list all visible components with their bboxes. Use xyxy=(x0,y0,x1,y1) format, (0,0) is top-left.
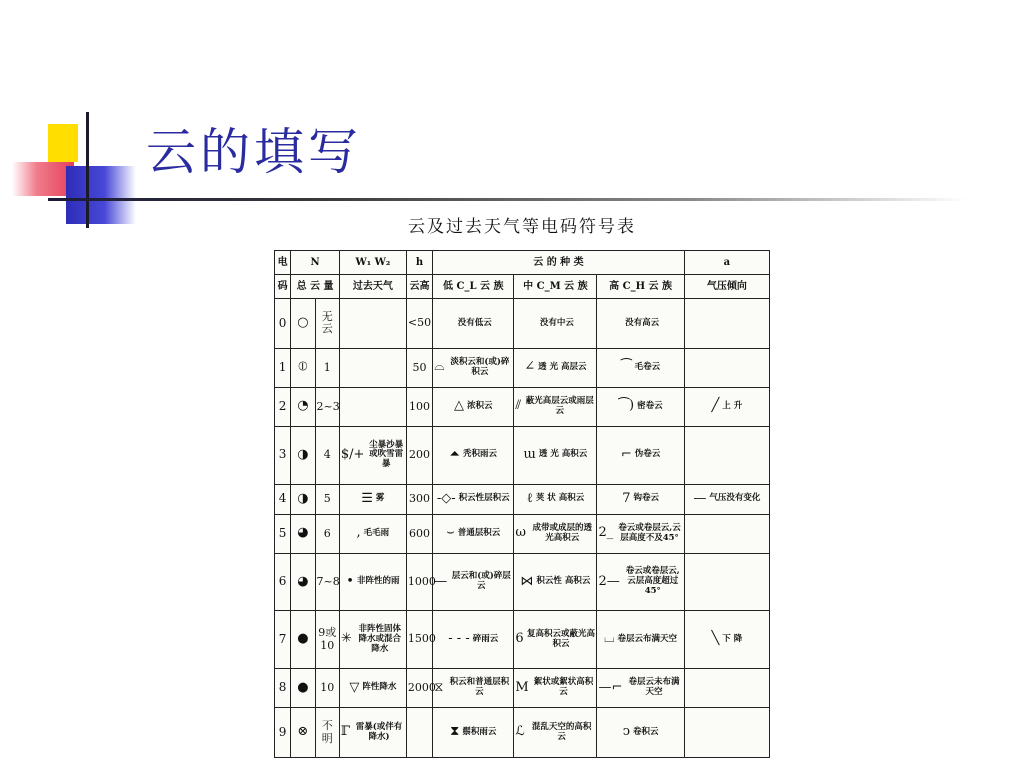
header-code-top: 电 xyxy=(275,251,291,275)
past-weather-symbol: ✳ xyxy=(340,631,352,647)
cloud-cover-symbol: ● xyxy=(291,669,315,708)
cloud-cover-symbol: ◕ xyxy=(291,553,315,611)
row-code: 7 xyxy=(275,611,291,669)
past-weather-symbol: ▽ xyxy=(349,679,360,695)
past-weather-text: 雾 xyxy=(375,493,385,504)
row-code: 1 xyxy=(275,348,291,387)
high-cloud-symbol: 7 xyxy=(622,490,631,506)
mid-cloud-text: 蔽光高层云或雨层云 xyxy=(525,396,594,416)
high-cloud-cell xyxy=(597,553,684,611)
pressure-tendency-text: 上 升 xyxy=(722,401,743,412)
pressure-tendency-cell xyxy=(684,553,769,611)
cloud-height: 600 xyxy=(406,514,432,553)
low-cloud-text: 碎雨云 xyxy=(472,633,499,644)
mid-cloud-content xyxy=(515,360,595,375)
high-cloud-cell xyxy=(597,348,684,387)
mid-cloud-content xyxy=(515,319,595,329)
mid-cloud-content xyxy=(515,492,595,507)
low-cloud-symbol: ⌣ xyxy=(446,525,455,541)
low-cloud-symbol: — xyxy=(434,573,448,589)
cloud-cover-value: 10 xyxy=(315,669,339,708)
low-cloud-symbol: ⌓ xyxy=(434,359,445,375)
high-cloud-symbol: ⁀) xyxy=(618,398,635,414)
past-weather-cell xyxy=(339,611,406,669)
row-code: 5 xyxy=(275,514,291,553)
cloud-cover-value: 4 xyxy=(315,426,339,484)
pressure-tendency-symbol: ╱ xyxy=(711,398,720,414)
table-row xyxy=(275,348,770,387)
high-cloud-text: 卷积云 xyxy=(632,726,659,737)
high-cloud-cell xyxy=(597,426,684,484)
past-weather-cell xyxy=(339,514,406,553)
header-w-top: W₁ W₂ xyxy=(339,251,406,275)
high-cloud-cell xyxy=(597,387,684,426)
mid-cloud-content xyxy=(515,524,595,544)
low-cloud-text: 普通层积云 xyxy=(457,527,501,538)
low-cloud-cell xyxy=(433,611,514,669)
low-cloud-text: 积云性层积云 xyxy=(458,493,510,504)
cloud-cover-symbol: ◑ xyxy=(291,426,315,484)
low-cloud-symbol: △ xyxy=(454,398,464,414)
pressure-tendency-content xyxy=(686,399,768,414)
pressure-tendency-cell xyxy=(684,299,769,349)
row-code: 4 xyxy=(275,484,291,514)
high-cloud-cell xyxy=(597,669,684,708)
table-row xyxy=(275,553,770,611)
low-cloud-symbol: -◇- xyxy=(436,490,456,506)
header-cm: 中 C_M 云 族 xyxy=(514,275,597,299)
high-cloud-content xyxy=(598,360,682,375)
header-n-top: N xyxy=(291,251,340,275)
cloud-cover-value: 无云 xyxy=(315,299,339,349)
past-weather-symbol: , xyxy=(356,525,361,541)
row-code: 8 xyxy=(275,669,291,708)
cloud-cover-symbol: ○ xyxy=(291,299,315,349)
past-weather-content xyxy=(341,681,405,696)
header-h-top: h xyxy=(406,251,432,275)
high-cloud-symbol: ⁀ xyxy=(621,359,632,375)
high-cloud-content xyxy=(598,319,682,329)
decor-horizontal-line xyxy=(48,198,968,201)
low-cloud-cell xyxy=(433,426,514,484)
low-cloud-cell xyxy=(433,348,514,387)
high-cloud-cell xyxy=(597,611,684,669)
mid-cloud-cell xyxy=(514,553,597,611)
low-cloud-content xyxy=(434,632,512,647)
decor-red-bar xyxy=(12,162,74,196)
header-cloud-group: 云 的 种 类 xyxy=(433,251,685,275)
table-row xyxy=(275,669,770,708)
cloud-height: 300 xyxy=(406,484,432,514)
high-cloud-content xyxy=(598,448,682,463)
cloud-cover-symbol: ⦶ xyxy=(291,348,315,387)
past-weather-content xyxy=(341,492,405,507)
mid-cloud-cell xyxy=(514,611,597,669)
past-weather-content xyxy=(341,723,405,743)
header-a-bottom: 气压倾向 xyxy=(684,275,769,299)
mid-cloud-text: 成带或成层的透光高积云 xyxy=(532,523,592,543)
past-weather-text: 尘暴沙暴或吹雪雷暴 xyxy=(369,439,404,470)
high-cloud-text: 卷层云未布满天空 xyxy=(628,677,680,697)
high-cloud-symbol: 2_ xyxy=(598,525,614,541)
low-cloud-cell xyxy=(433,708,514,758)
high-cloud-content xyxy=(598,632,682,647)
pressure-tendency-cell xyxy=(684,611,769,669)
past-weather-symbol: • xyxy=(346,573,354,589)
cloud-cover-value: 7~8 xyxy=(315,553,339,611)
mid-cloud-cell xyxy=(514,426,597,484)
cloud-cover-value: 9或10 xyxy=(315,611,339,669)
high-cloud-cell xyxy=(597,708,684,758)
slide-title: 云的填写 xyxy=(146,123,362,181)
decor-vertical-line xyxy=(86,112,89,228)
mid-cloud-symbol: M xyxy=(515,679,529,695)
code-symbol-table xyxy=(274,250,770,758)
pressure-tendency-cell xyxy=(684,426,769,484)
cloud-cover-value: 6 xyxy=(315,514,339,553)
mid-cloud-symbol: ℓ xyxy=(526,490,533,506)
mid-cloud-text: 没有中云 xyxy=(539,317,574,328)
mid-cloud-symbol: ⫽ xyxy=(515,398,522,414)
high-cloud-text: 钩卷云 xyxy=(633,493,659,504)
table-row xyxy=(275,514,770,553)
high-cloud-content xyxy=(598,524,682,544)
past-weather-text: 非阵性的雨 xyxy=(356,576,400,587)
cloud-cover-value: 不明 xyxy=(315,708,339,758)
cloud-height: 1500 xyxy=(406,611,432,669)
mid-cloud-content xyxy=(515,630,595,650)
mid-cloud-cell xyxy=(514,484,597,514)
mid-cloud-text: 积云性 高积云 xyxy=(536,576,591,587)
cloud-cover-symbol: ◑ xyxy=(291,484,315,514)
figure-caption: 云及过去天气等电码符号表 xyxy=(408,217,636,237)
low-cloud-text: 积云和普通层积云 xyxy=(449,677,510,697)
mid-cloud-text: 透 光 高层云 xyxy=(538,362,587,373)
row-code: 3 xyxy=(275,426,291,484)
cloud-height: <50 xyxy=(406,299,432,349)
mid-cloud-content xyxy=(515,397,595,417)
pressure-tendency-content xyxy=(686,492,768,507)
high-cloud-cell xyxy=(597,484,684,514)
high-cloud-content xyxy=(598,492,682,507)
high-cloud-symbol: —⌐ xyxy=(598,679,623,695)
low-cloud-cell xyxy=(433,514,514,553)
high-cloud-text: 卷云或卷层云,云层高度超过45° xyxy=(625,566,680,597)
past-weather-content xyxy=(341,441,405,470)
mid-cloud-text: 复高积云或蔽光高积云 xyxy=(527,628,596,649)
low-cloud-text: 浓积云 xyxy=(467,401,493,412)
mid-cloud-symbol: 6 xyxy=(515,631,524,647)
row-code: 6 xyxy=(275,553,291,611)
cloud-height: 100 xyxy=(406,387,432,426)
high-cloud-symbol: ⌴ xyxy=(604,631,615,647)
pressure-tendency-text: 下 降 xyxy=(722,633,743,644)
pressure-tendency-content xyxy=(686,632,768,647)
low-cloud-content xyxy=(434,448,512,463)
past-weather-text: 雷暴(或伴有降水) xyxy=(355,721,403,742)
pressure-tendency-cell xyxy=(684,348,769,387)
past-weather-content xyxy=(341,526,405,541)
low-cloud-text: 淡积云和(或)碎积云 xyxy=(450,357,510,377)
high-cloud-text: 毛卷云 xyxy=(634,362,661,373)
header-w-bottom: 过去天气 xyxy=(339,275,406,299)
past-weather-symbol: $/+ xyxy=(340,446,365,462)
header-n-bottom: 总 云 量 xyxy=(291,275,340,299)
table-row xyxy=(275,299,770,349)
pressure-tendency-cell xyxy=(684,708,769,758)
mid-cloud-cell xyxy=(514,514,597,553)
low-cloud-text: 层云和(或)碎层云 xyxy=(451,571,511,592)
high-cloud-text: 卷云或卷层云,云层高度不及45° xyxy=(618,523,681,543)
high-cloud-symbol: ↄ xyxy=(622,724,630,740)
low-cloud-symbol: ⧖ xyxy=(434,679,444,695)
low-cloud-symbol: ⏶ xyxy=(449,446,460,462)
past-weather-content xyxy=(341,625,405,654)
table-row xyxy=(275,708,770,758)
cloud-height: 1000 xyxy=(406,553,432,611)
low-cloud-text: 秃积雨云 xyxy=(462,449,497,460)
mid-cloud-text: 透 光 高积云 xyxy=(538,449,588,460)
low-cloud-symbol: ⧗ xyxy=(450,724,460,740)
high-cloud-text: 没有高云 xyxy=(625,317,660,328)
past-weather-symbol: ☰ xyxy=(361,490,373,506)
pressure-tendency-symbol: ╲ xyxy=(711,631,720,647)
cloud-height: 2000 xyxy=(406,669,432,708)
low-cloud-content xyxy=(434,526,512,541)
high-cloud-content xyxy=(598,678,682,698)
row-code: 9 xyxy=(275,708,291,758)
mid-cloud-text: 混乱天空的高积云 xyxy=(531,721,592,742)
low-cloud-text: 鬃积雨云 xyxy=(462,726,497,737)
row-code: 0 xyxy=(275,299,291,349)
row-code: 2 xyxy=(275,387,291,426)
high-cloud-text: 伪卷云 xyxy=(634,449,661,460)
low-cloud-cell xyxy=(433,299,514,349)
mid-cloud-content xyxy=(515,678,595,698)
mid-cloud-cell xyxy=(514,299,597,349)
high-cloud-symbol: ⌐ xyxy=(620,446,632,462)
past-weather-cell xyxy=(339,426,406,484)
past-weather-cell xyxy=(339,299,406,349)
header-a-top: a xyxy=(684,251,769,275)
past-weather-cell xyxy=(339,484,406,514)
low-cloud-text: 没有低云 xyxy=(457,317,492,328)
mid-cloud-content xyxy=(515,723,595,743)
past-weather-text: 非阵性固体降水或混合降水 xyxy=(358,624,402,654)
mid-cloud-content xyxy=(515,448,595,463)
past-weather-cell xyxy=(339,708,406,758)
high-cloud-text: 密卷云 xyxy=(637,401,663,412)
mid-cloud-cell xyxy=(514,387,597,426)
header-code-bottom: 码 xyxy=(275,275,291,299)
low-cloud-content xyxy=(434,572,512,592)
decor-yellow-square xyxy=(48,124,78,162)
cloud-cover-value: 5 xyxy=(315,484,339,514)
low-cloud-content xyxy=(434,358,512,378)
mid-cloud-cell xyxy=(514,708,597,758)
low-cloud-cell xyxy=(433,553,514,611)
mid-cloud-content xyxy=(515,575,595,590)
low-cloud-symbol: - - - xyxy=(448,631,470,647)
cloud-height xyxy=(406,708,432,758)
past-weather-symbol: ℾ xyxy=(340,724,351,740)
past-weather-cell xyxy=(339,348,406,387)
pressure-tendency-symbol: — xyxy=(693,490,707,506)
low-cloud-cell xyxy=(433,484,514,514)
high-cloud-text: 卷层云布满天空 xyxy=(617,633,678,644)
mid-cloud-cell xyxy=(514,348,597,387)
decor-blue-square xyxy=(66,166,136,224)
pressure-tendency-cell xyxy=(684,669,769,708)
low-cloud-content xyxy=(434,678,512,698)
pressure-tendency-cell xyxy=(684,387,769,426)
cloud-cover-symbol: ● xyxy=(291,611,315,669)
table-row xyxy=(275,426,770,484)
table-row xyxy=(275,611,770,669)
low-cloud-cell xyxy=(433,669,514,708)
pressure-tendency-text: 气压没有变化 xyxy=(709,493,761,504)
high-cloud-content xyxy=(598,725,682,740)
high-cloud-content xyxy=(598,567,682,596)
past-weather-text: 阵性降水 xyxy=(362,682,397,693)
low-cloud-cell xyxy=(433,387,514,426)
low-cloud-content xyxy=(434,725,512,740)
cloud-cover-symbol: ◕ xyxy=(291,514,315,553)
cloud-cover-value: 1 xyxy=(315,348,339,387)
pressure-tendency-cell xyxy=(684,484,769,514)
past-weather-cell xyxy=(339,669,406,708)
low-cloud-content xyxy=(434,399,512,414)
mid-cloud-symbol: ∠ xyxy=(524,359,536,375)
header-h-bottom: 云高 xyxy=(406,275,432,299)
cloud-cover-value: 2~3 xyxy=(315,387,339,426)
table-row xyxy=(275,484,770,514)
mid-cloud-text: 荚 状 高积云 xyxy=(535,493,585,504)
cloud-cover-symbol: ⊗ xyxy=(291,708,315,758)
mid-cloud-cell xyxy=(514,669,597,708)
cloud-cover-symbol: ◔ xyxy=(291,387,315,426)
mid-cloud-text: 絮状或絮状高积云 xyxy=(533,677,594,697)
low-cloud-content xyxy=(434,319,512,329)
low-cloud-content xyxy=(434,492,512,507)
cloud-height: 50 xyxy=(406,348,432,387)
past-weather-cell xyxy=(339,553,406,611)
high-cloud-cell xyxy=(597,514,684,553)
past-weather-text: 毛毛雨 xyxy=(363,527,390,538)
cloud-height: 200 xyxy=(406,426,432,484)
past-weather-content xyxy=(341,575,405,590)
pressure-tendency-cell xyxy=(684,514,769,553)
table-row xyxy=(275,387,770,426)
mid-cloud-symbol: ɯ xyxy=(523,446,536,462)
mid-cloud-symbol: ω xyxy=(515,525,526,541)
mid-cloud-symbol: ⋈ xyxy=(520,573,534,589)
high-cloud-symbol: 2— xyxy=(598,573,620,589)
header-ch: 高 C_H 云 族 xyxy=(597,275,684,299)
header-cl: 低 C_L 云 族 xyxy=(433,275,514,299)
past-weather-cell xyxy=(339,387,406,426)
high-cloud-content xyxy=(598,399,682,414)
high-cloud-cell xyxy=(597,299,684,349)
mid-cloud-symbol: ℒ xyxy=(515,724,525,740)
